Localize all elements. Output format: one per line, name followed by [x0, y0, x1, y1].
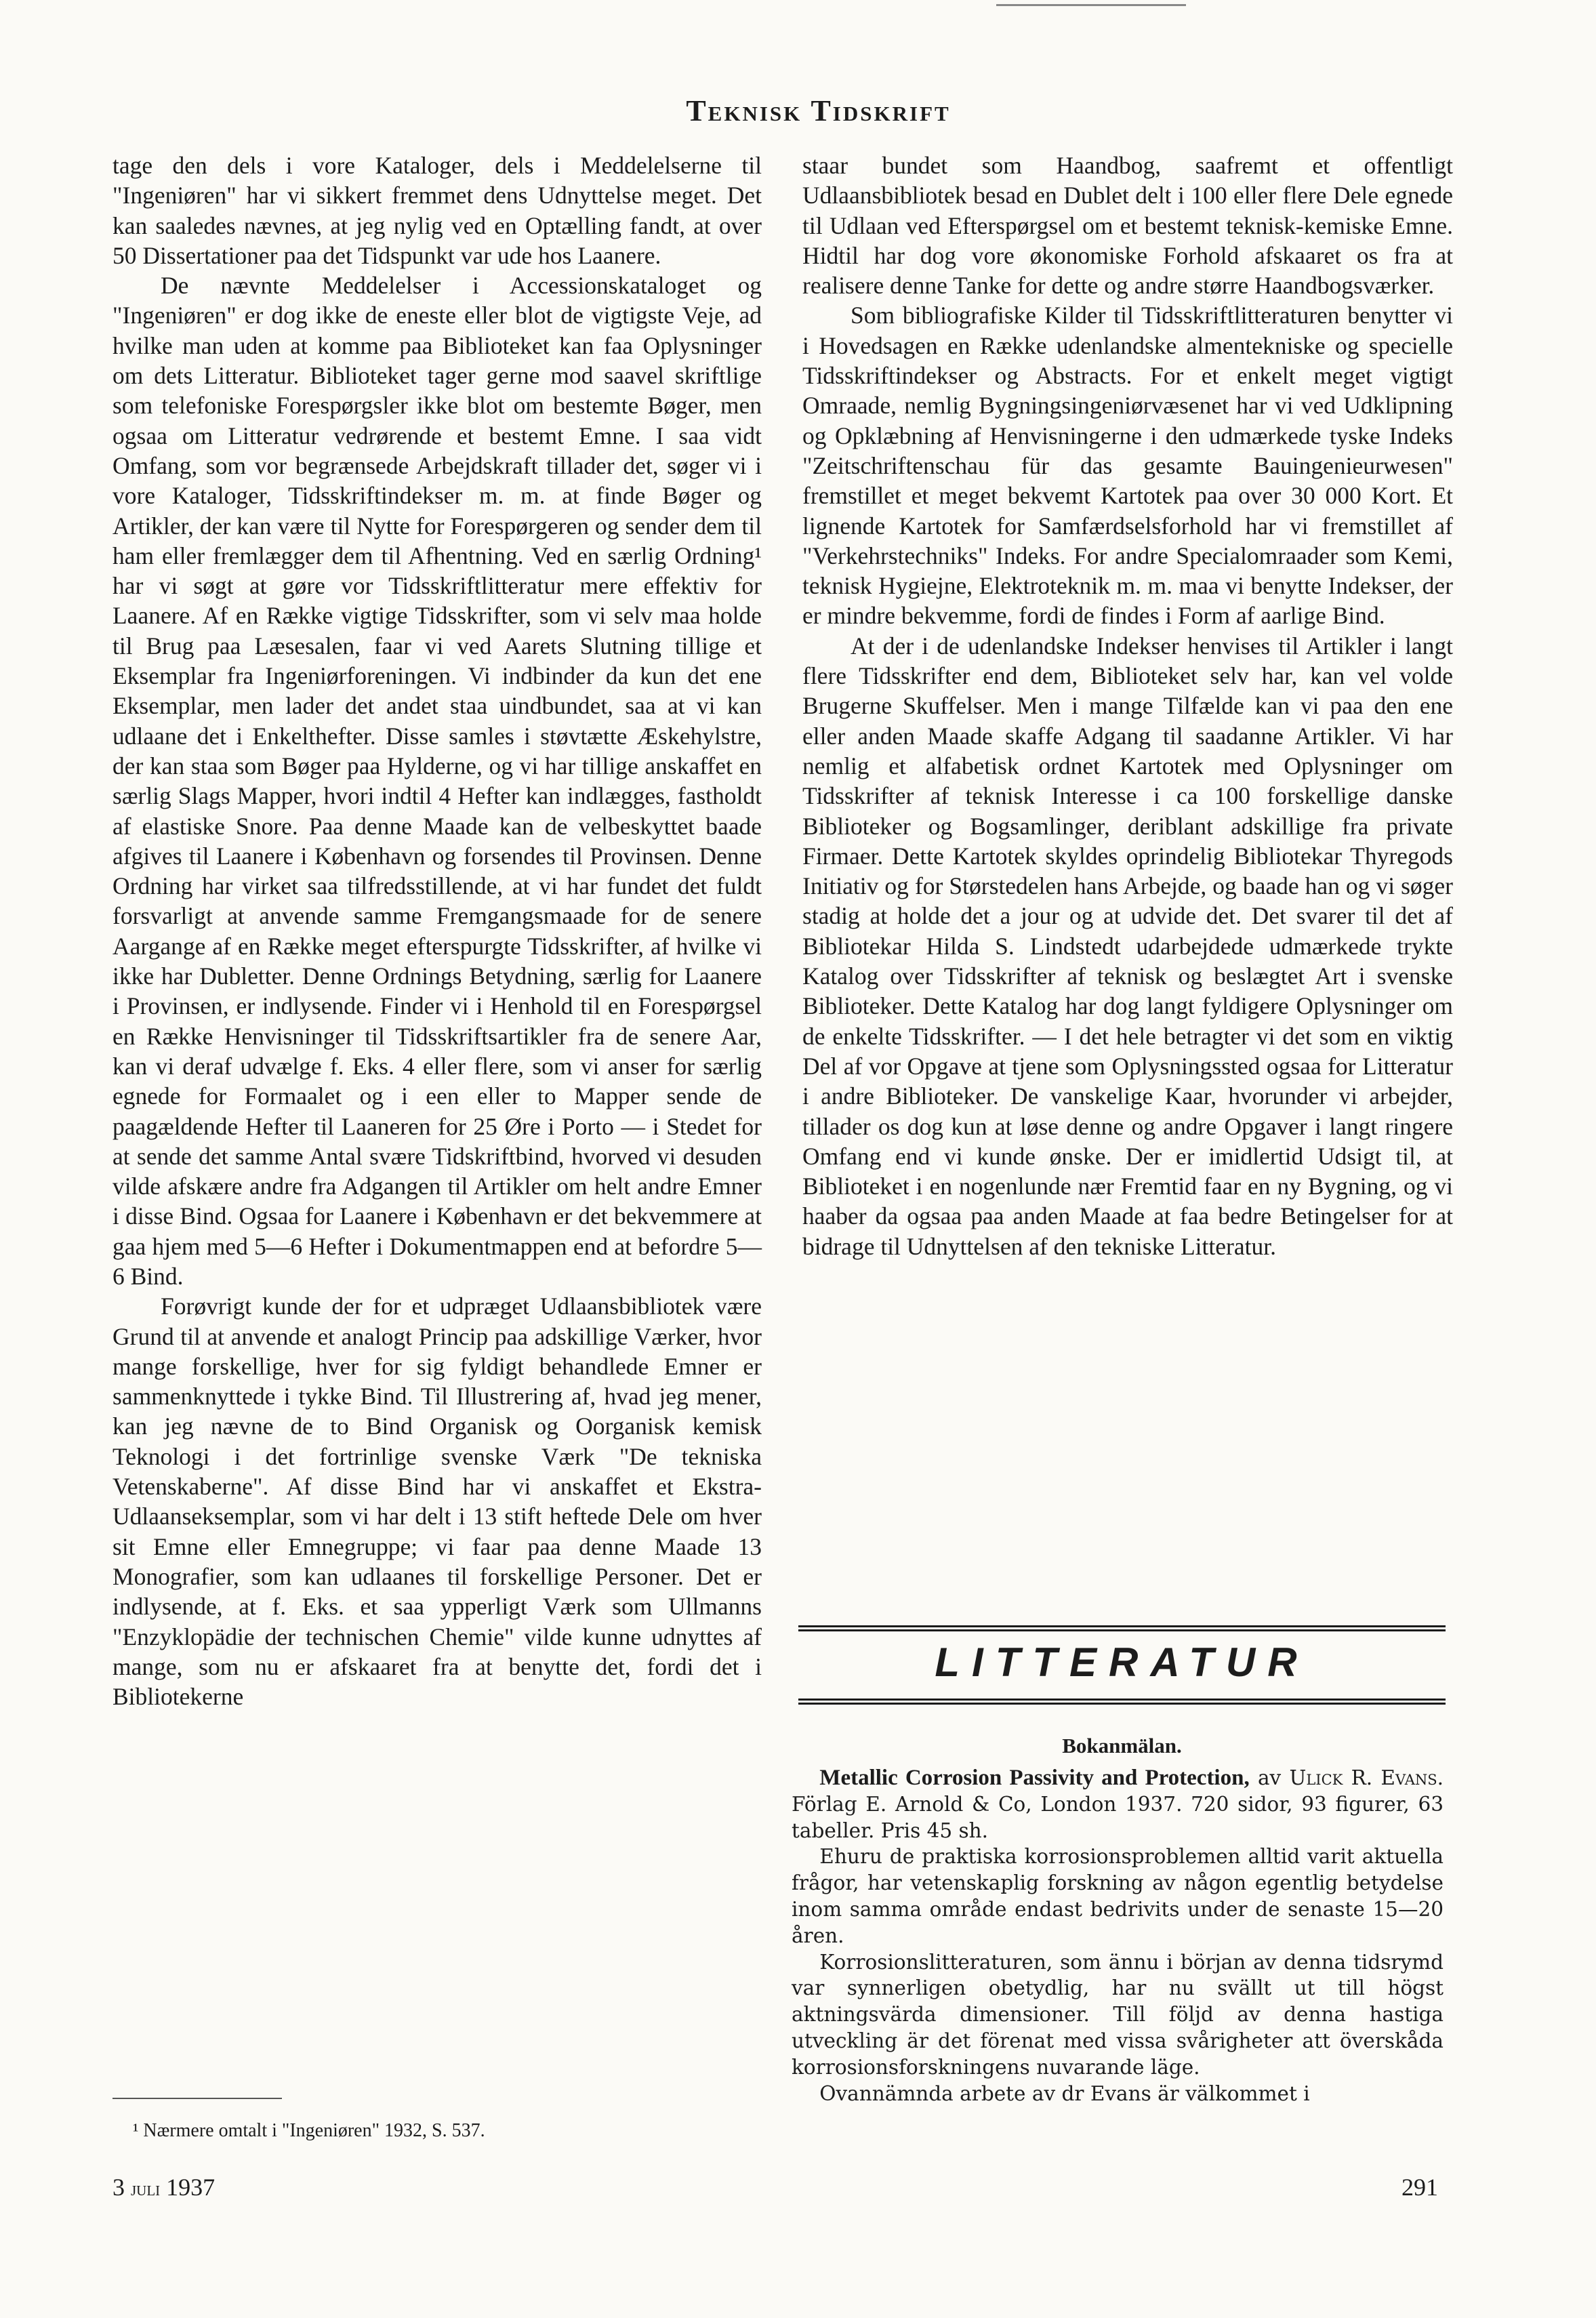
- running-header: Teknisk Tidskrift: [686, 94, 951, 127]
- section-title: LITTERATUR: [935, 1640, 1309, 1685]
- section-rule-top: [798, 1625, 1446, 1633]
- review-author: Ulick R. Evans.: [1289, 1766, 1444, 1789]
- top-edge-rule: [996, 4, 1186, 6]
- review-book-title: Metallic Corrosion Passivity and Protection,: [819, 1766, 1250, 1790]
- page-number: 291: [1401, 2174, 1438, 2201]
- review-citation: [792, 1765, 1444, 1844]
- left-paragraph-2: De nævnte Meddelelser i Accessionskataloget og "Ingeniøren" er dog ikke de eneste eller blot de vigtigste Veje, ad hvilke man uden at komme paa Biblioteket kan faa Oplysninger om dets Litteratur. Biblioteket tager gerne mod saavel skriftlige som telefoniske Forespørgsler ikke blot om bestemte Bøger, men ogsaa om Litteratur vedrørende et bestemt Emne. I saa vidt Omfang, som vor begrænsede Arbejdskraft tillader det, søger vi i vore Kataloger, Tidsskriftindekser m. m. at finde Bøger og Artikler, der kan være til Nytte for Forespørgeren og sender dem til ham eller fremlægger dem til Afhentning. Ved en særlig Ordning¹ har vi søgt at gøre vor Tidsskriftlitteratur mere effektiv for Laanere. Af en Række vigtige Tidsskrifter, som vi selv maa holde til Brug paa Læsesalen, faar vi ved Aarets Slutning tillige et Eksemplar fra Ingeniørforeningen. Vi indbinder da kun det ene Eksemplar, men lader det andet staa uindbundet, saa at vi kan udlaane det i Enkelthefter. Disse samles i støvtætte Æskehylstre, der kan staa som Bøger paa Hylderne, og vi har tillige anskaffet en særlig Slags Mapper, hvori indtil 4 Hefter kan indlægges, fastholdt af elastiske Snore. Paa denne Maade kan de velbeskyttet baade afgives til Laanere i København og forsendes til Provinsen. Denne Ordning har virket saa tilfredsstillende, at vi har fundet det fuldt forsvarligt at anvende samme Fremgangsmaade for de senere Aargange af en Række meget efterspurgte Tidsskrifter, af hvilke vi ikke har Dubletter. Denne Ordnings Betydning, særlig for Laanere i Provinsen, er indlysende. Finder vi i Henhold til en Forespørgsel en Række Henvisninger til Tidsskriftsartikler fra de senere Aar, kan vi deraf udvælge f. Eks. 4 eller flere, som vi anser for særlig egnede for Formaalet og i een eller to Mapper sende de paagældende Hefter til Laaneren for 25 Øre i Porto — i Stedet for at sende det samme Antal svære Tidskriftbind, hvorved vi desuden vilde afskære andre fra Adgangen til Artikler om helt andre Emner i disse Bind. Ogsaa for Laanere i København er det bekvemmere at gaa hjem med 5—6 Hefter i Dokumentmappen end at befordre 5—6 Bind.: [112, 272, 762, 1290]
- book-review: [792, 1765, 1444, 2107]
- review-paragraph-3: Ovannämnda arbete av dr Evans är välkommet i: [819, 2081, 1310, 2105]
- right-paragraph-3: At der i de udenlandske Indekser henvises til Artikler i langt flere Tidsskrifter end dem, Biblioteket selv har, kan vel volde Brugerne Skuffelser. Men i mange Tilfælde kan vi paa den ene eller anden Maade skaffe Adgang til saadanne Artikler. Vi har nemlig et alfabetisk ordnet Kartotek med Oplysninger om Tidsskrifter af teknisk Interesse i ca 100 forskellige danske Biblioteker og Bogsamlinger, deriblant adskillige fra private Firmaer. Dette Kartotek skyldes oprindelig Bibliotekar Thyregods Initiativ og for Størstedelen hans Arbejde, og baade han og vi søger stadig at holde det a jour og at udvide det. Det svarer til det af Bibliotekar Hilda S. Lindstedt udarbejdede udmærkede trykte Katalog over Tidsskrifter af teknisk og beslægtet Art i svenske Biblioteker. Dette Katalog har dog langt fyldigere Oplysninger om de enkelte Tidsskrifter. — I det hele betragter vi det som en viktig Del af vor Opgave at tjene som Oplysningssted ogsaa for Litteratur i andre Biblioteker. De vanskelige Kaar, hvorunder vi arbejder, tillader os dog kun at løse denne og andre Opgaver i langt ringere Omfang end vi kunde ønske. Der er imidlertid Udsigt til, at Biblioteket i en nogenlunde nær Fremtid faar en ny Bygning, og vi haaber da ogsaa paa anden Maade at faa bedre Betingelser for at bidrage til Udnyttelsen af den tekniske Litteratur.: [802, 632, 1453, 1260]
- section-subheading: Bokanmälan.: [1062, 1734, 1182, 1757]
- left-paragraph-1: tage den dels i vore Kataloger, dels i Meddelelserne til "Ingeniøren" har vi sikkert fremmet dens Udnyttelse meget. Det kan saaledes nævnes, at jeg nylig ved en Optælling fandt, at over 50 Dissertationer paa det Tidspunkt var ude hos Laanere.: [112, 152, 762, 269]
- right-paragraph-2: Som bibliografiske Kilder til Tidsskriftlitteraturen benytter vi i Hovedsagen en Række udenlandske almentekniske og specielle Tidsskriftindekser og Abstracts. For et enkelt meget vigtigt Omraade, nemlig Bygningsingeniørvæsenet har vi ved Udklipning og Opklæbning af Henvisningerne i den udmærkede tyske Indeks "Zeitschriftenschau für das gesamte Bauingenieurwesen" fremstillet et meget bekvemt Kartotek paa over 30 000 Kort. Et lignende Kartotek for Samfærdselsforhold har vi fremstillet af "Verkehrstechniks" Indeks. For andre Specialomraader som Kemi, teknisk Hygiejne, Elektroteknik m. m. maa vi benytte Indekser, der er mindre bekvemme, fordi de findes i Form af aarlige Bind.: [802, 302, 1453, 630]
- review-paragraph-1: Ehuru de praktiska korrosionsproblemen alltid varit aktuella frågor, har vetenskaplig forskning av någon egentlig betydelse inom samma område endast bedrivits under de senaste 15—20 åren.: [792, 1845, 1444, 1947]
- left-column: [112, 150, 762, 1711]
- footer-year: 1937: [166, 2174, 216, 2201]
- section-rule-bottom: [798, 1699, 1446, 1706]
- right-column: [802, 150, 1453, 1261]
- right-paragraph-1: staar bundet som Haandbog, saafremt et offentligt Udlaansbibliotek besad en Dublet delt i 100 eller flere Dele egnede til Udlaan ved Efterspørgsel om et bestemt teknisk-kemiske Emne. Hidtil har dog vore økonomiske Forhold afskaaret os fra at realisere denne Tanke for dette og andre større Haandbogsværker.: [802, 152, 1453, 300]
- left-paragraph-3: Forøvrigt kunde der for et udpræget Udlaansbibliotek være Grund til at anvende et analogt Princip paa adskillige Værker, hvor mange forskellige, hver for sig fyldigt behandlede Emner er sammenknyttede i tykke Bind. Til Illustrering af, hvad jeg mener, kan jeg nævne de to Bind Organisk og Oorganisk kemisk Teknologi i det fortrinlige svenske Værk "De tekniska Vetenskaberne". Af disse Bind har vi anskaffet et Ekstra-Udlaanseksemplar, som vi har delt i 13 stift heftede Dele om hver sit Emne eller Emnegruppe; vi faar paa denne Maade 13 Monografier, som kan udlaanes til forskellige Personer. Det er indlysende, at f. Eks. et saa ypperligt Værk som Ullmanns "Enzyklopädie der technischen Chemie" vilde kunne udnyttes af mange, som nu er afskaaret fra at benytte det, fordi det i Bibliotekerne: [112, 1293, 762, 1711]
- footnote-rule: [112, 2098, 282, 2099]
- footer-day: 3: [112, 2174, 125, 2201]
- footnote: ¹ Nærmere omtalt i "Ingeniøren" 1932, S. 537.: [133, 2120, 485, 2141]
- review-by: av: [1257, 1766, 1282, 1789]
- footer-month: juli: [131, 2178, 161, 2200]
- review-publisher: Förlag E. Arnold & Co, London 1937. 720 sidor, 93 figurer, 63 tabeller. Pris 45 sh.: [792, 1792, 1444, 1842]
- footer-date: [112, 2173, 215, 2201]
- review-paragraph-2: Korrosionslitteraturen, som ännu i början av denna tidsrymd var synnerligen obetydlig, har nu svällt ut till högst aktningsvärda dimensioner. Till följd av denna hastiga utveckling är det förenat med vissa svårigheter att överskåda korrosionsforskningens nuvarande läge.: [792, 1950, 1444, 2079]
